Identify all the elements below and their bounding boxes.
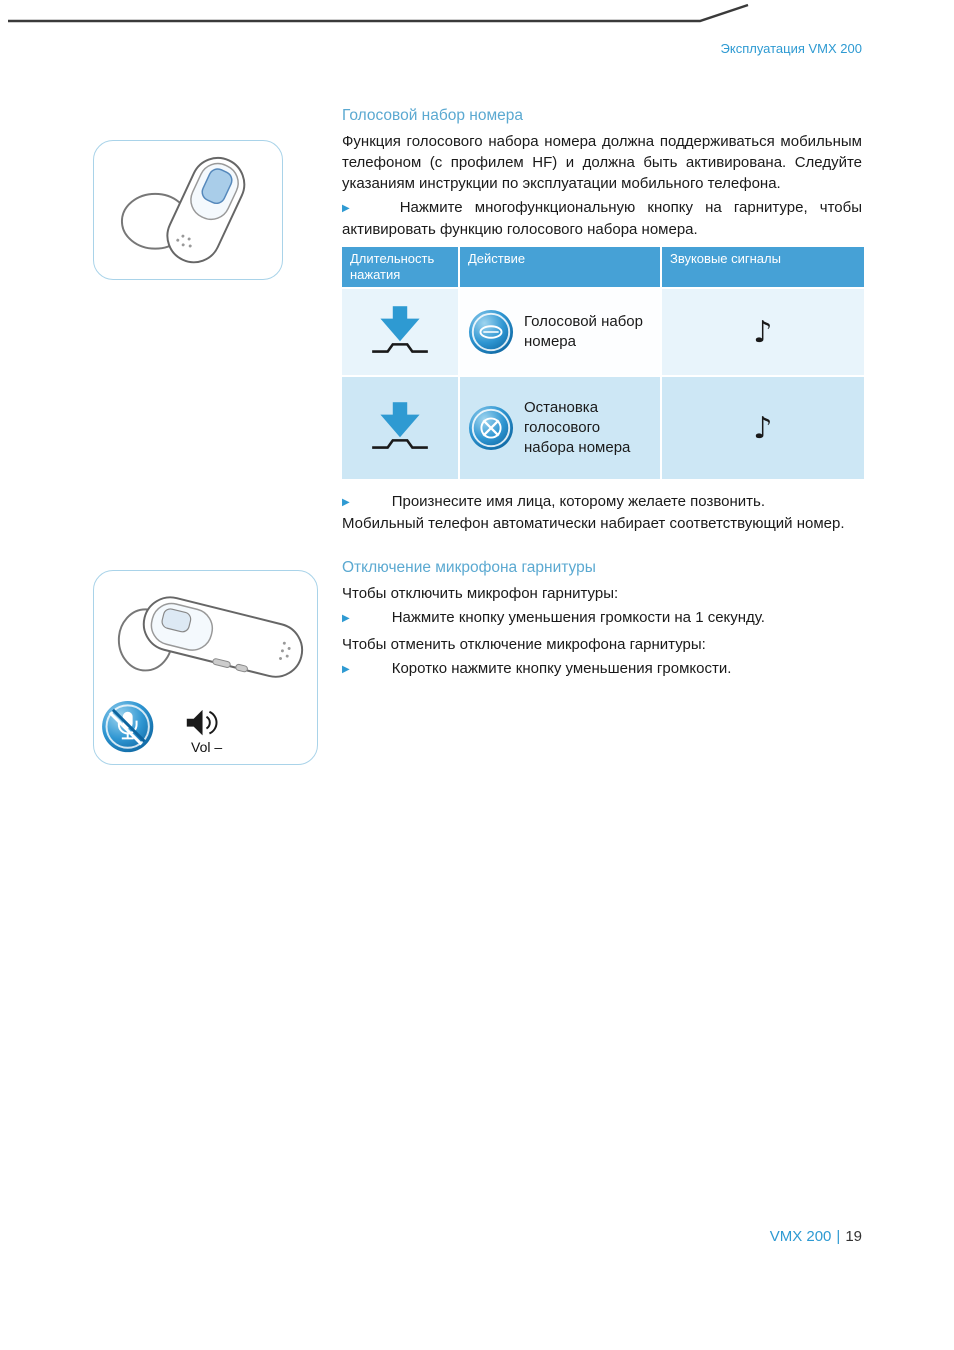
main-column bbox=[342, 106, 862, 680]
table-row2-press-cell bbox=[342, 377, 458, 479]
press-duration-table bbox=[342, 247, 862, 479]
col-header-action: Действие bbox=[460, 247, 660, 287]
voice-dial-intro: Функция голосового набора номера должна поддерживаться мобильным телефоном (с профилем HF) и должна быть активирована. Следуйте указаниям инструкции по эксплуатации мобильного телефона. bbox=[342, 133, 862, 192]
voice-dial-outro: Мобильный телефон автоматически набирает соответствующий номер. bbox=[342, 515, 845, 532]
bullet-icon: ▶ bbox=[342, 497, 350, 508]
voice-dial-action-label: Голосовой набор номера bbox=[524, 313, 643, 350]
note-icon: ♪ bbox=[753, 410, 773, 446]
stop-voice-dial-icon bbox=[468, 405, 514, 451]
headset-illustration-1 bbox=[93, 140, 283, 280]
table-row1-signal-cell bbox=[662, 289, 864, 375]
footer-model: VMX 200 bbox=[769, 1228, 832, 1245]
bullet-icon: ▶ bbox=[342, 203, 358, 214]
page-header-label: Эксплуатация VMX 200 bbox=[720, 41, 862, 56]
table-row2-action-cell bbox=[460, 377, 660, 479]
footer-page-number: 19 bbox=[845, 1228, 862, 1245]
headset-drawing-top bbox=[94, 141, 281, 278]
headset-illustration-2 bbox=[93, 570, 318, 765]
voice-dial-step-speak: ▶ Произнесите имя лица, которому желаете позвонить. bbox=[342, 493, 766, 510]
table-row1-action-cell bbox=[460, 289, 660, 375]
footer-separator: | bbox=[836, 1228, 841, 1245]
vol-minus-label: Vol – bbox=[191, 739, 223, 755]
mute-microphone-icon bbox=[102, 701, 153, 752]
headset-drawing-side bbox=[94, 571, 316, 763]
table-row1-press-cell bbox=[342, 289, 458, 375]
section-title-voice-dial: Голосовой набор номера bbox=[342, 107, 523, 124]
voice-dial-step-press: ▶ Нажмите многофункциональную кнопку на гарнитуре, чтобы активировать функцию голосового набора номера. bbox=[342, 199, 862, 238]
table-row2-signal-cell bbox=[662, 377, 864, 479]
section-title-mute: Отключение микрофона гарнитуры bbox=[342, 559, 596, 576]
mute-section bbox=[342, 558, 862, 680]
voice-dial-icon bbox=[468, 309, 514, 355]
stop-action-label: Остановка голосового набора номера bbox=[524, 399, 631, 456]
mute-step-press: ▶ Нажмите кнопку уменьшения громкости на 1 секунду. bbox=[342, 609, 765, 626]
page-footer bbox=[770, 1228, 862, 1245]
press-button-icon bbox=[367, 400, 433, 456]
mute-line-2: Чтобы отменить отключение микрофона гарнитуры: bbox=[342, 636, 706, 653]
mute-step-short-press: ▶ Коротко нажмите кнопку уменьшения громкости. bbox=[342, 660, 732, 677]
press-button-icon bbox=[367, 304, 433, 360]
mute-line-1: Чтобы отключить микрофон гарнитуры: bbox=[342, 585, 619, 602]
top-rule bbox=[0, 0, 954, 32]
volume-down-speaker-icon bbox=[187, 710, 217, 736]
note-icon: ♪ bbox=[753, 314, 773, 350]
bullet-icon: ▶ bbox=[342, 613, 350, 624]
col-header-press-duration: Длительность нажатия bbox=[342, 247, 458, 287]
col-header-sound-signals: Звуковые сигналы bbox=[662, 247, 864, 287]
bullet-icon: ▶ bbox=[342, 664, 350, 675]
